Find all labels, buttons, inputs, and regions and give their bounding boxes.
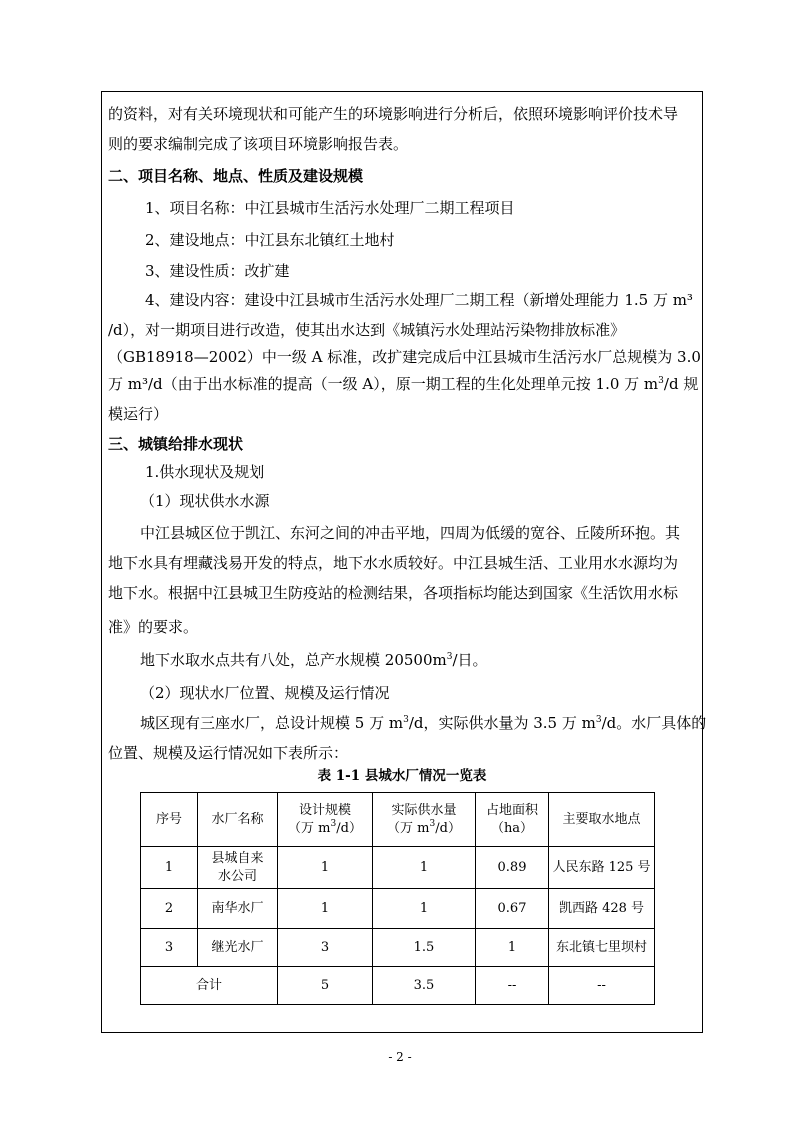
project-location: 2、建设地点：中江县东北镇红土地村: [145, 231, 395, 249]
header-no: 序号: [141, 793, 198, 847]
table-total-row: [141, 967, 655, 1005]
water-plant-table: [140, 792, 655, 1005]
body-line: 准》的要求。: [108, 618, 199, 636]
header-name: 水厂名称: [198, 793, 278, 847]
cell-source: 东北镇七里坝村: [549, 929, 655, 967]
cell-name: 南华水厂: [198, 889, 278, 929]
table-row: [141, 929, 655, 967]
cell-design: 1: [278, 889, 373, 929]
cell-source: 凯西路 428 号: [549, 889, 655, 929]
cell-name: 县城自来 水公司: [198, 847, 278, 889]
cell-no: 2: [141, 889, 198, 929]
cell-design: 1: [278, 847, 373, 889]
total-area: --: [476, 967, 549, 1005]
project-content-line: 万 m³/d（由于出水标准的提高（一级 A），原一期工程的生化处理单元按 1.0 万 $m^3/d$ 规: [108, 375, 699, 393]
body-line: 则的要求编制完成了该项目环境影响报告表。: [108, 135, 409, 153]
cell-name: 继光水厂: [198, 929, 278, 967]
table-header-row: [141, 793, 655, 847]
section-heading: 二、项目名称、地点、性质及建设规模: [108, 167, 364, 185]
project-content-line: （GB18918—2002）中一级 A 标准，改扩建完成后中江县城市生活污水厂总规模为 3.0: [108, 348, 701, 366]
subsection-heading: （1）现状供水水源: [140, 492, 270, 510]
cell-no: 1: [141, 847, 198, 889]
body-line: 地下水具有埋藏浅易开发的特点，地下水水质较好。中江县城生活、工业用水水源均为: [108, 554, 679, 572]
project-nature: 3、建设性质：改扩建: [145, 262, 290, 280]
cell-actual: 1.5: [373, 929, 476, 967]
page-number: - 2 -: [388, 1050, 412, 1064]
body-line: 位置、规模及运行情况如下表所示：: [108, 744, 349, 762]
cell-area: 0.67: [476, 889, 549, 929]
body-line: 城区现有三座水厂，总设计规模 5 万 $m^3/d$，实际供水量为 3.5 万 $m^3/d$。水厂具体的: [140, 714, 707, 732]
cell-area: 0.89: [476, 847, 549, 889]
header-source: 主要取水地点: [549, 793, 655, 847]
body-line: 地下水。根据中江县城卫生防疫站的检测结果，各项指标均能达到国家《生活饮用水标: [108, 584, 679, 602]
project-content-line: /d），对一期项目进行改造，使其出水达到《城镇污水处理站污染物排放标准》: [108, 321, 626, 339]
cell-design: 3: [278, 929, 373, 967]
table-row: [141, 847, 655, 889]
subsection-heading: （2）现状水厂位置、规模及运行情况: [140, 684, 390, 702]
table-caption: 表 1-1 县城水厂情况一览表: [317, 768, 487, 784]
cell-actual: 1: [373, 889, 476, 929]
body-line: 地下水取水点共有八处，总产水规模 $20500m^3/$日。: [140, 651, 488, 669]
total-source: --: [549, 967, 655, 1005]
header-actual: 实际供水量 （万 $m^3/d$）: [373, 793, 476, 847]
body-line: 的资料，对有关环境现状和可能产生的环境影响进行分析后，依照环境影响评价技术导: [108, 105, 679, 123]
cell-source: 人民东路 125 号: [549, 847, 655, 889]
section-heading: 三、城镇给排水现状: [108, 435, 244, 453]
cell-area: 1: [476, 929, 549, 967]
table-row: [141, 889, 655, 929]
project-content-line: 模运行）: [108, 405, 169, 423]
header-area: 占地面积 （ha）: [476, 793, 549, 847]
project-content-line: 4、建设内容：建设中江县城市生活污水处理厂二期工程（新增处理能力 1.5 万 m³: [145, 291, 693, 309]
cell-actual: 1: [373, 847, 476, 889]
body-line: 中江县城区位于凯江、东河之间的冲击平地，四周为低缓的宽谷、丘陵所环抱。其: [140, 524, 681, 542]
total-actual: 3.5: [373, 967, 476, 1005]
project-name: 1、项目名称：中江县城市生活污水处理厂二期工程项目: [145, 199, 515, 217]
total-design: 5: [278, 967, 373, 1005]
cell-no: 3: [141, 929, 198, 967]
subsection-heading: 1.供水现状及规划: [145, 463, 265, 481]
total-label: 合计: [141, 967, 278, 1005]
header-design: 设计规模 （万 $m^3/d$）: [278, 793, 373, 847]
